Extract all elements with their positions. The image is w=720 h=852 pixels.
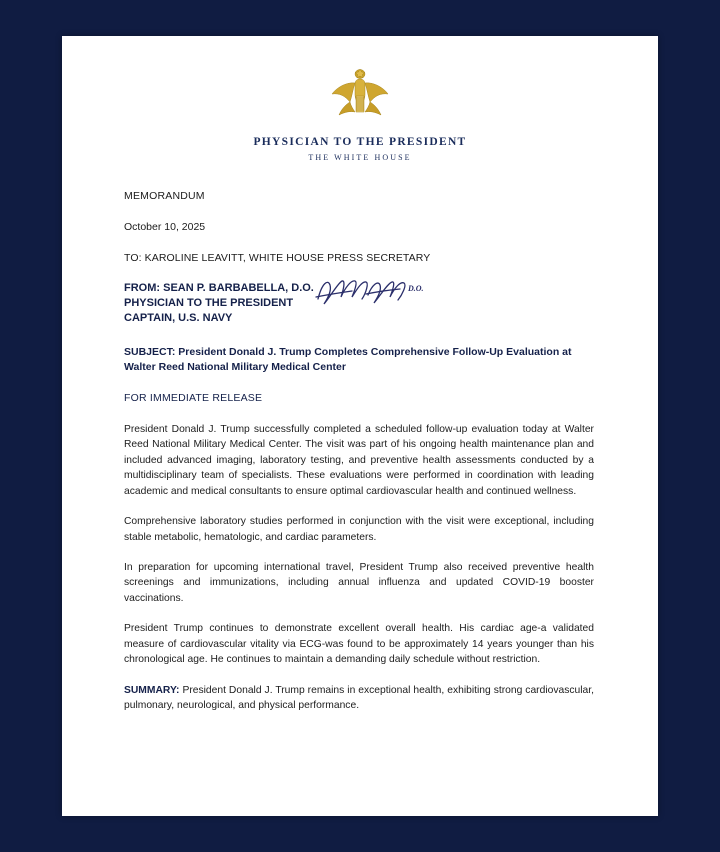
document-date: October 10, 2025	[124, 221, 206, 233]
letterhead-subtitle: THE WHITE HOUSE	[308, 153, 412, 162]
subject-line: SUBJECT: President Donald J. Trump Completes Comprehensive Follow-Up Evaluation at Walter Reed National Military Medical Center	[124, 345, 572, 373]
document-body	[62, 190, 658, 714]
sender-title-line: PHYSICIAN TO THE PRESIDENT	[124, 297, 294, 310]
memorandum-page	[62, 36, 658, 816]
body-paragraph-2: Comprehensive laboratory studies performed in conjunction with the visit were exceptional, including stable metabolic, hematologic, and cardiac parameters.	[124, 516, 594, 543]
memorandum-label: MEMORANDUM	[124, 190, 205, 202]
svg-text:D.O.: D.O.	[408, 284, 424, 293]
letterhead-title: PHYSICIAN TO THE PRESIDENT	[253, 136, 467, 148]
summary-paragraph	[124, 683, 594, 714]
body-paragraph-1: President Donald J. Trump successfully completed a scheduled follow-up evaluation today at Walter Reed National Military Medical Center. The visit was part of his ongoing health maintenance plan and included advanced imaging, laboratory testing, and preventive health assessments conducted by a multidisciplinary team of specialists. These evaluations were performed in coordination with leading academic and medical consultants to ensure optimal cardiovascular health and continued wellness.	[124, 423, 594, 497]
letterhead	[62, 36, 658, 162]
body-paragraph-4: President Trump continues to demonstrate excellent overall health. His cardiac age-a validated measure of cardiovascular vitality via ECG-was found to be approximately 14 years younger than his chronological age. He continues to maintain a demanding daily schedule without restriction.	[124, 623, 594, 666]
sender-name-line: FROM: SEAN P. BARBABELLA, D.O.	[124, 282, 314, 294]
summary-text: President Donald J. Trump remains in exceptional health, exhibiting strong cardiovascular, pulmonary, neurological, and physical performance.	[124, 684, 594, 712]
body-paragraph-3: In preparation for upcoming international travel, President Trump also received preventive health screenings and immunizations, including annual influenza and updated COVID-19 booster vaccinations.	[124, 562, 594, 604]
eagle-seal-icon	[328, 66, 392, 122]
sender-block	[124, 281, 594, 327]
release-line: FOR IMMEDIATE RELEASE	[124, 391, 263, 404]
sender-rank-line: CAPTAIN, U.S. NAVY	[124, 312, 233, 325]
summary-label: SUMMARY:	[124, 684, 180, 696]
recipient-line: TO: KAROLINE LEAVITT, WHITE HOUSE PRESS SECRETARY	[124, 252, 431, 264]
